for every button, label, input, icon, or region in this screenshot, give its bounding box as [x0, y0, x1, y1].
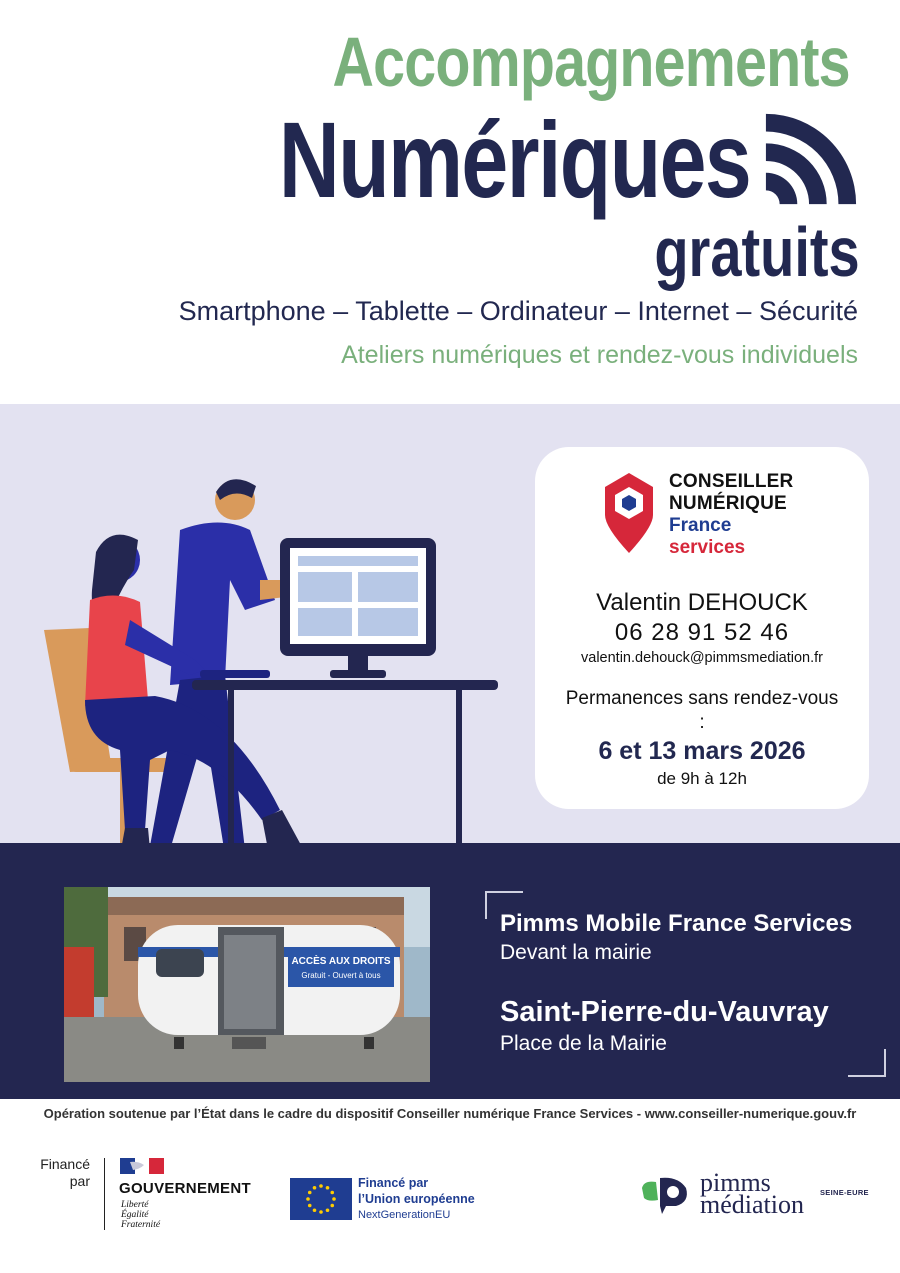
wifi-icon [762, 110, 860, 208]
title-accompagnements: Accompagnements [332, 23, 850, 101]
eu-star [332, 1197, 336, 1201]
pimms-line2: médiation [700, 1190, 804, 1219]
location-service: Pimms Mobile France Services [500, 910, 853, 937]
eu-line2: l’Union européenne [358, 1192, 475, 1206]
eu-line1: Financé par [358, 1176, 429, 1190]
location-town: Saint-Pierre-du-Vauvray [500, 996, 829, 1028]
eu-line3: NextGenerationEU [358, 1209, 451, 1221]
eu-star [330, 1204, 334, 1208]
advisor-phone[interactable]: 06 28 91 52 46 [614, 619, 790, 646]
gouvernement-motto [121, 1200, 160, 1230]
eu-star [326, 1186, 330, 1190]
conseiller-numerique-text [669, 471, 793, 559]
eu-star [313, 1186, 317, 1190]
pimms-region: SEINE-EURE [820, 1188, 869, 1197]
pimms-line1: pimms [700, 1168, 771, 1197]
permanence-dates: 6 et 13 mars 2026 [598, 737, 806, 765]
caravan-banner-title: ACCÈS AUX DROITS [291, 956, 391, 967]
logo-line-numerique: NUMÉRIQUE [669, 493, 787, 514]
caravan-banner-subtitle: Gratuit - Ouvert à tous [301, 971, 381, 980]
footer-note: Opération soutenue par l’État dans le cadre du dispositif Conseiller numérique France Services - www.conseiller-numerique.gouv.fr [43, 1106, 857, 1121]
eu-star [306, 1197, 310, 1201]
conseiller-numerique-logo [603, 471, 655, 555]
corner-bracket-bottom-right [848, 1049, 886, 1077]
logo-line-france: France [669, 515, 732, 536]
logo-line-services: services [669, 537, 746, 558]
eu-star [313, 1208, 317, 1212]
finance-label: Financé par [40, 1156, 90, 1189]
eu-star [319, 1210, 323, 1214]
advisor-name: Valentin DEHOUCK [596, 589, 808, 616]
illustration-people-computer [30, 470, 510, 870]
subtitle-devices: Smartphone – Tablette – Ordinateur – Internet – Sécurité [178, 296, 858, 326]
permanence-hours: de 9h à 12h [657, 769, 747, 788]
subtitle-ateliers: Ateliers numériques et rendez-vous individuels [341, 341, 858, 369]
gouvernement-name: GOUVERNEMENT [119, 1180, 251, 1197]
location-detail: Devant la mairie [500, 941, 652, 964]
eu-star [326, 1208, 330, 1212]
motto-fraternite: Fraternité [121, 1220, 161, 1230]
eu-star [330, 1191, 334, 1195]
title-gratuits: gratuits [654, 213, 860, 291]
motto-liberte: Liberté [121, 1200, 149, 1210]
advisor-email[interactable]: valentin.dehouck@pimmsmediation.fr [581, 650, 823, 666]
logo-line-conseiller: CONSEILLER [669, 471, 794, 492]
title-numeriques: Numériques [278, 99, 750, 220]
eu-star [308, 1204, 312, 1208]
eu-star [308, 1191, 312, 1195]
contact-card [535, 447, 869, 809]
motto-egalite: Égalité [121, 1210, 149, 1220]
gouvernement-flag [120, 1158, 164, 1174]
pimms-logo [640, 1174, 692, 1216]
eu-star [319, 1184, 323, 1188]
permanences-label: Permanences sans rendez-vous : [565, 688, 839, 733]
photo-pimms-mobile-caravan [64, 887, 430, 1082]
gouvernement-separator [104, 1158, 105, 1230]
location-address: Place de la Mairie [500, 1032, 667, 1055]
eu-flag [290, 1178, 352, 1220]
